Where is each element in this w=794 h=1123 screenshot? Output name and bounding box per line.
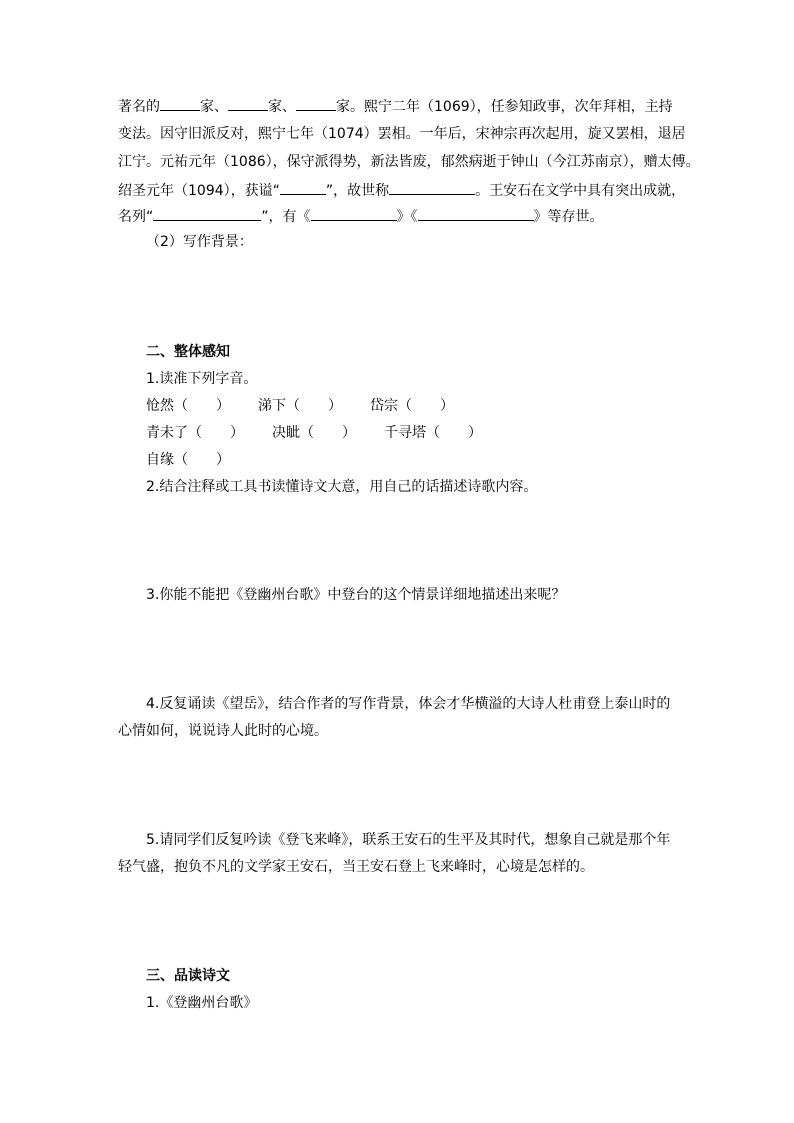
bio-text: 家、 xyxy=(268,99,296,115)
section-heading: 二、整体感知 xyxy=(146,344,230,360)
question-5-line-2: 轻气盛，抱负不凡的文学家王安石，当王安石登上飞来峰时，心境是怎样的。 xyxy=(118,859,594,875)
bio-line-2: 变法。因守旧派反对，熙宁七年（1074）罢相。一年后，宋神宗再次起用，旋又罢相，退居 xyxy=(118,126,686,142)
pinyin-item: 决眦（ ） xyxy=(272,425,356,441)
background-label: （2）写作背景： xyxy=(146,234,253,250)
section-heading: 三、品读诗文 xyxy=(146,968,230,984)
bio-text: ”，故世称 xyxy=(325,183,390,199)
pinyin-item: 涕下（ ） xyxy=(258,398,342,414)
pinyin-item: 千寻塔（ ） xyxy=(384,425,482,441)
bio-text: 名列“ xyxy=(118,209,154,225)
bio-text: 。王安石在文学中具有突出成就， xyxy=(475,183,686,199)
question-3: 3.你能不能把《登幽州台歌》中登台的这个情景详细地描述出来呢？ xyxy=(146,587,566,603)
question-2: 2.结合注释或工具书读懂诗文大意，用自己的话描述诗歌内容。 xyxy=(146,479,538,495)
fill-blank[interactable] xyxy=(311,206,397,221)
bio-text: 家。熙宁二年（1069），任参知政事，次年拜相，主持 xyxy=(336,99,673,115)
bio-text: 家、 xyxy=(200,99,228,115)
pinyin-item: 怆然（ ） xyxy=(146,398,230,414)
bio-text: ”，有《 xyxy=(261,209,311,225)
fill-blank[interactable] xyxy=(228,96,268,111)
fill-blank[interactable] xyxy=(160,96,200,111)
fill-blank[interactable] xyxy=(418,206,534,221)
pinyin-item: 自缘（ ） xyxy=(146,452,230,468)
question-1: 1.读准下列字音。 xyxy=(146,371,258,387)
bio-line-4 xyxy=(118,180,685,201)
fill-blank[interactable] xyxy=(296,96,336,111)
fill-blank[interactable] xyxy=(389,180,475,195)
question-4-line-2: 心情如何，说说诗人此时的心境。 xyxy=(118,723,328,739)
pinyin-item: 青未了（ ） xyxy=(146,425,244,441)
pinyin-item: 岱宗（ ） xyxy=(370,398,454,414)
bio-text: 绍圣元年（1094），获谥“ xyxy=(118,183,280,199)
bio-line-3: 江宁。元祐元年（1086），保守派得势，新法皆废，郁然病逝于钟山（今江苏南京），赠太傅。 xyxy=(118,154,700,170)
question-4-line-1: 4.反复诵读《望岳》，结合作者的写作背景，体会才华横溢的大诗人杜甫登上泰山时的 xyxy=(146,696,671,712)
bio-text: 》《 xyxy=(396,209,418,225)
bio-line-5 xyxy=(118,206,604,227)
fill-blank[interactable] xyxy=(153,206,261,221)
bio-line-1 xyxy=(118,96,673,117)
fill-blank[interactable] xyxy=(280,180,326,195)
bio-text: 著名的 xyxy=(118,99,160,115)
question-5-line-1: 5.请同学们反复吟读《登飞来峰》，联系王安石的生平及其时代，想象自己就是那个年 xyxy=(146,832,671,848)
question-1: 1.《登幽州台歌》 xyxy=(146,995,258,1011)
bio-text: 》等存世。 xyxy=(533,209,604,225)
